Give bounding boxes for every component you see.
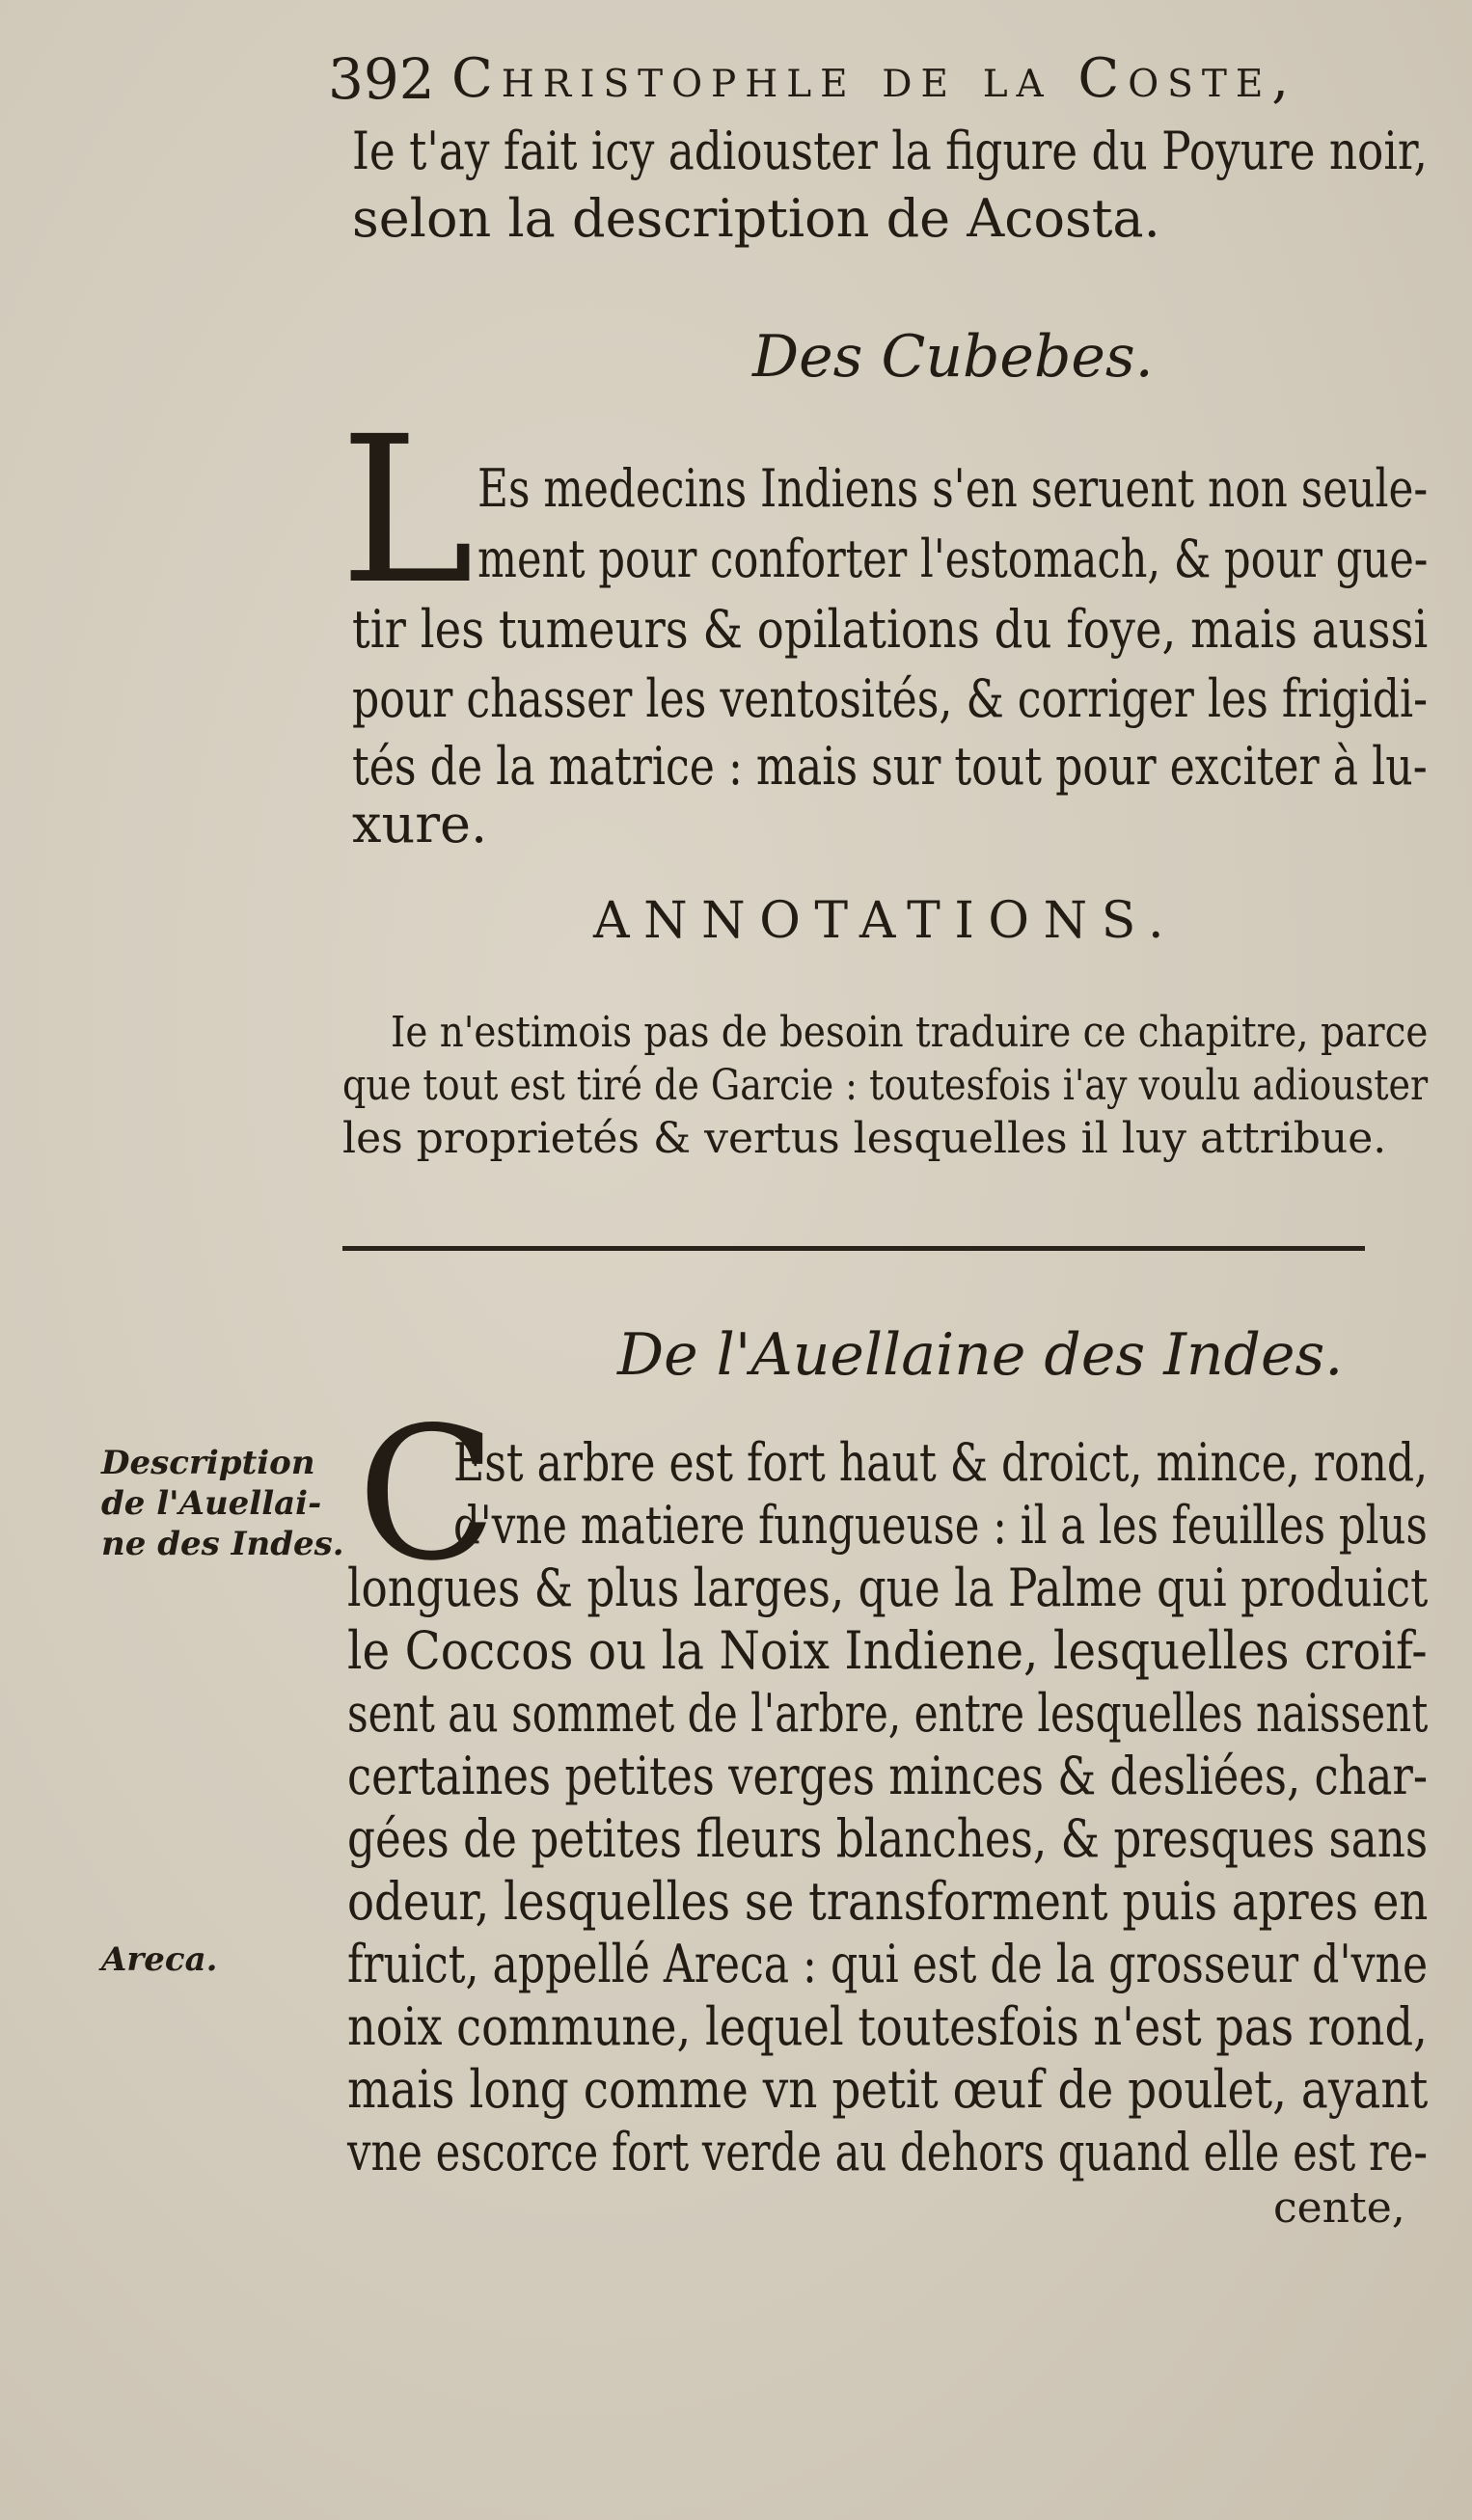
intro-line-1: Ie t'ay fait icy adiouster la figure du Poyure noir, [352, 121, 1428, 181]
section-title-cubebes: Des Cubebes. [752, 323, 1154, 391]
annotation-line-2: que tout est tiré de Garcie : toutesfois i'ay voulu adiouster [342, 1061, 1429, 1110]
auellaine-line-2: d'vne matiere fungueuse : il a les feuilles plus [453, 1495, 1428, 1556]
cubebes-line-2: ment pour conforter l'estomach, & pour gue- [477, 528, 1429, 589]
auellaine-line-9: fruict, appellé Areca : qui est de la grosseur d'vne [347, 1934, 1429, 1994]
auellaine-line-5: sent au sommet de l'arbre, entre lesquelles naissent [347, 1683, 1429, 1744]
auellaine-line-1: Est arbre est fort haut & droict, mince, rond, [453, 1432, 1429, 1493]
annotation-line-3: les proprietés & vertus lesquelles il luy attribue. [342, 1114, 1387, 1163]
auellaine-line-6: certaines petites verges minces & desliées, char- [347, 1746, 1429, 1806]
margin-note-areca: Areca. [101, 1940, 218, 1979]
auellaine-line-3: longues & plus larges, que la Palme qui produict [347, 1558, 1429, 1618]
running-head-title: Christophle de la Coste, [451, 47, 1298, 110]
auellaine-line-8: odeur, lesquelles se transforment puis apres en [347, 1871, 1429, 1932]
section-title-auellaine: De l'Auellaine des Indes. [617, 1321, 1344, 1389]
margin-note-description-2: de l'Auellai- [101, 1484, 322, 1523]
cubebes-line-3: tir les tumeurs & opilations du foye, mais aussi [352, 599, 1429, 660]
margin-note-description-1: Description [101, 1444, 315, 1482]
cubebes-line-1: Es medecins Indiens s'en seruent non seule- [477, 458, 1429, 519]
annotations-heading: ANNOTATIONS. [593, 892, 1179, 950]
margin-note-description-3: ne des Indes. [101, 1525, 344, 1563]
auellaine-line-4: le Coccos ou la Noix Indiene, lesquelles croif- [347, 1620, 1428, 1681]
auellaine-line-11: mais long comme vn petit œuf de poulet, ayant [347, 2059, 1429, 2120]
drop-cap-l: L [340, 393, 475, 629]
catchword: cente, [1273, 2183, 1405, 2233]
cubebes-line-5: tés de la matrice : mais sur tout pour exciter à lu- [352, 736, 1428, 797]
section-divider-rule [342, 1246, 1365, 1251]
auellaine-line-12: vne escorce fort verde au dehors quand elle est re- [347, 2122, 1428, 2182]
annotation-line-1: Ie n'estimois pas de besoin traduire ce chapitre, parce [391, 1008, 1429, 1057]
drop-cap-c: C [357, 1388, 498, 1601]
page-number: 392 [328, 46, 435, 112]
intro-line-2: selon la description de Acosta. [352, 188, 1160, 249]
auellaine-line-7: gées de petites fleurs blanches, & presques sans [347, 1808, 1429, 1869]
running-header [328, 41, 1418, 118]
auellaine-line-10: noix commune, lequel toutesfois n'est pas rond, [347, 1996, 1428, 2057]
cubebes-line-4: pour chasser les ventosités, & corriger les frigidi- [352, 668, 1429, 729]
cubebes-line-6: xure. [352, 794, 488, 854]
